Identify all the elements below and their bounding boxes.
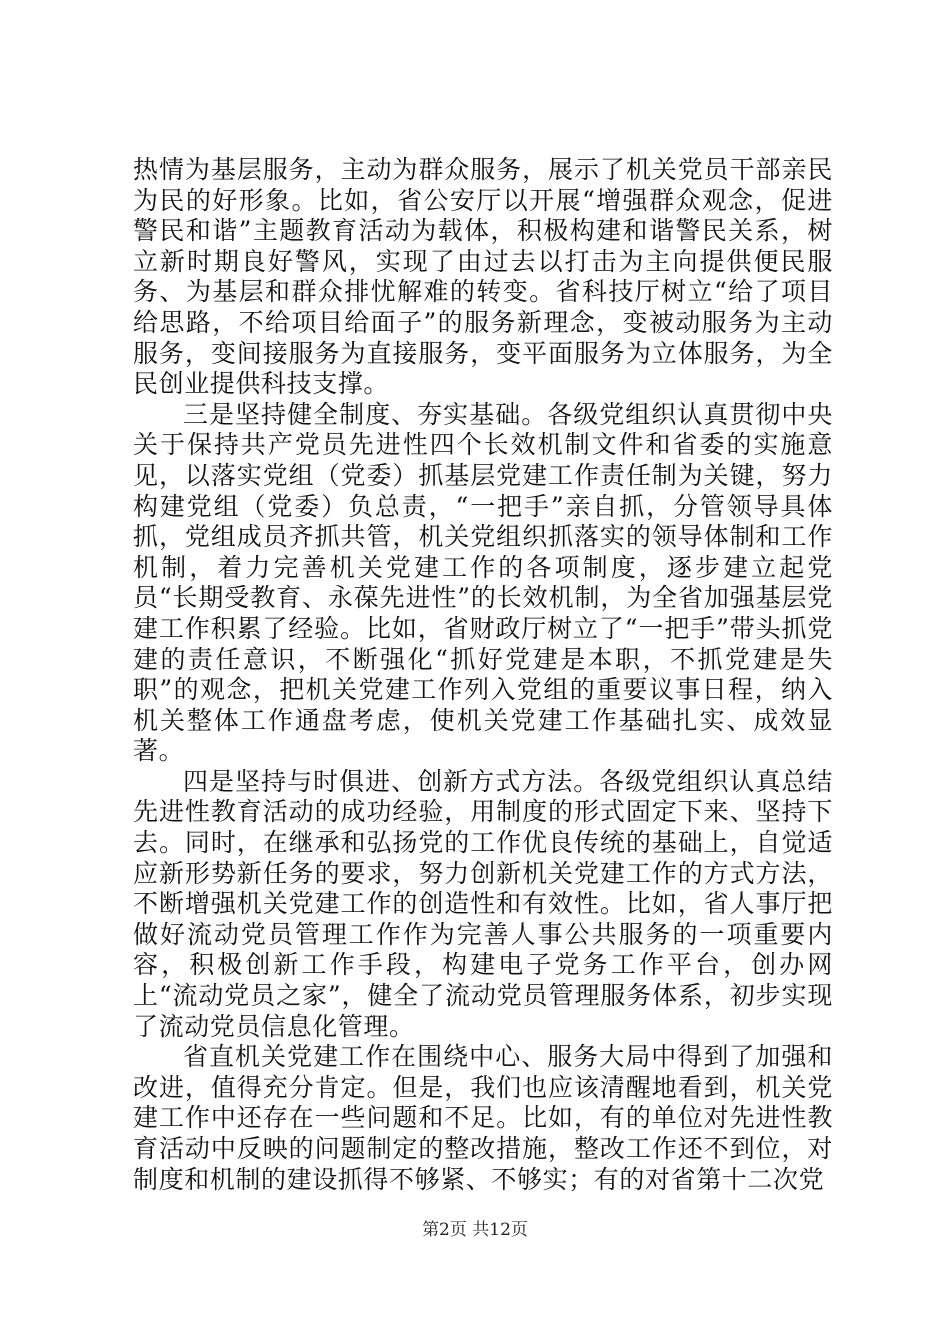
paragraph-3: 四是坚持与时俱进、创新方式方法。各级党组织认真总结先进性教育活动的成功经验，用制度的形式固定下来、坚持下去。同时，在继承和弘扬党的工作优良传统的基础上，自觉适应新形势新任务的要求，努力创新机关党建工作的方式方法，不断增强机关党建工作的创造性和有效性。比如，省人事厅把做好流动党员管理工作作为完善人事公共服务的一项重要内容，积极创新工作手段，构建电子党务工作平台，创办网上“流动党员之家”，健全了流动党员管理服务体系，初步实现了流动党员信息化管理。 <box>133 766 833 1041</box>
paragraph-2: 三是坚持健全制度、夯实基础。各级党组织认真贯彻中央关于保持共产党员先进性四个长效机制文件和省委的实施意见，以落实党组（党委）抓基层党建工作责任制为关键，努力构建党组（党委）负总责，“一把手”亲自抓，分管领导具体抓，党组成员齐抓共管，机关党组织抓落实的领导体制和工作机制，着力完善机关党建工作的各项制度，逐步建立起党员“长期受教育、永葆先进性”的长效机制，为全省加强基层党建工作积累了经验。比如，省财政厅树立了“一把手”带头抓党建的责任意识，不断强化“抓好党建是本职，不抓党建是失职”的观念，把机关党建工作列入党组的重要议事日程，纳入机关整体工作通盘考虑，使机关党建工作基础扎实、成效显著。 <box>133 399 833 766</box>
page-footer: 第2页 共12页 <box>422 1220 528 1240</box>
document-body <box>133 155 833 1195</box>
paragraph-1: 热情为基层服务，主动为群众服务，展示了机关党员干部亲民为民的好形象。比如，省公安厅以开展“增强群众观念，促进警民和谐”主题教育活动为载体，积极构建和谐警民关系，树立新时期良好警风，实现了由过去以打击为主向提供便民服务、为基层和群众排忧解难的转变。省科技厅树立“给了项目给思路，不给项目给面子”的服务新理念，变被动服务为主动服务，变间接服务为直接服务，变平面服务为立体服务，为全民创业提供科技支撑。 <box>133 155 833 399</box>
paragraph-4: 省直机关党建工作在围绕中心、服务大局中得到了加强和改进，值得充分肯定。但是，我们也应该清醒地看到，机关党建工作中还存在一些问题和不足。比如，有的单位对先进性教育活动中反映的问题制定的整改措施，整改工作还不到位，对制度和机制的建设抓得不够紧、不够实；有的对省第十二次党 <box>133 1042 833 1194</box>
